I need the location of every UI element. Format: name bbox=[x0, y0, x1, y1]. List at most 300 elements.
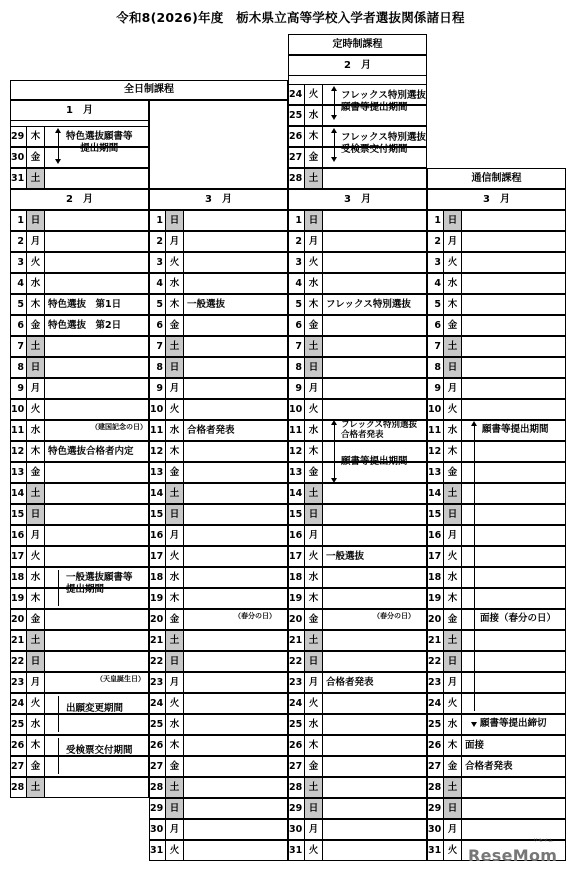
day-number: 29 bbox=[11, 127, 27, 146]
mar-tsu-row bbox=[427, 252, 566, 273]
event-line bbox=[474, 424, 475, 711]
weekday: 水 bbox=[444, 568, 462, 587]
day-note: フレックス特別選抜 bbox=[326, 299, 411, 310]
weekday: 金 bbox=[27, 610, 45, 629]
holiday-note: （天皇誕生日） bbox=[96, 675, 145, 683]
mar-tei-row bbox=[288, 546, 427, 567]
mar-tsu-row bbox=[427, 567, 566, 588]
day-number: 20 bbox=[150, 610, 166, 629]
weekday: 日 bbox=[444, 211, 462, 230]
weekday: 火 bbox=[305, 85, 323, 104]
weekday: 日 bbox=[305, 799, 323, 818]
day-number: 30 bbox=[11, 148, 27, 167]
day-number: 23 bbox=[150, 673, 166, 692]
weekday: 月 bbox=[305, 673, 323, 692]
mar-tsu-row bbox=[427, 357, 566, 378]
weekday: 日 bbox=[305, 211, 323, 230]
weekday: 木 bbox=[166, 295, 184, 314]
day-number: 10 bbox=[11, 400, 27, 419]
day-number: 28 bbox=[428, 778, 444, 797]
feb-row bbox=[10, 714, 149, 735]
tei-spacer bbox=[288, 76, 427, 84]
mar-tei-row bbox=[288, 567, 427, 588]
weekday: 木 bbox=[444, 442, 462, 461]
weekday: 水 bbox=[305, 106, 323, 125]
day-number: 31 bbox=[289, 841, 305, 860]
weekday: 日 bbox=[305, 358, 323, 377]
weekday: 木 bbox=[27, 127, 45, 146]
feb-row bbox=[10, 399, 149, 420]
weekday: 日 bbox=[166, 799, 184, 818]
page-title: 令和8(2026)年度 栃木県立高等学校入学者選抜関係諸日程 bbox=[116, 10, 465, 25]
arrow-down bbox=[55, 159, 61, 164]
feb-row bbox=[10, 378, 149, 399]
weekday: 金 bbox=[27, 463, 45, 482]
mar-zen-row bbox=[149, 294, 288, 315]
mar-zen-row bbox=[149, 357, 288, 378]
day-number: 9 bbox=[11, 379, 27, 398]
event-line bbox=[334, 131, 335, 159]
day-number: 10 bbox=[428, 400, 444, 419]
day-number: 26 bbox=[150, 736, 166, 755]
arrow-up bbox=[55, 128, 61, 133]
day-number: 1 bbox=[289, 211, 305, 230]
jan-row bbox=[10, 168, 149, 189]
day-number: 3 bbox=[428, 253, 444, 272]
weekday: 金 bbox=[305, 757, 323, 776]
mar-zen-row bbox=[149, 210, 288, 231]
day-number: 30 bbox=[150, 820, 166, 839]
mar-tei-row bbox=[288, 231, 427, 252]
day-number: 24 bbox=[289, 694, 305, 713]
day-number: 31 bbox=[428, 841, 444, 860]
feb-row bbox=[10, 252, 149, 273]
day-number: 8 bbox=[289, 358, 305, 377]
day-number: 13 bbox=[11, 463, 27, 482]
header-zen-jan: 1 月 bbox=[10, 100, 149, 121]
arrow-up bbox=[331, 128, 337, 133]
day-number: 22 bbox=[11, 652, 27, 671]
weekday: 金 bbox=[444, 757, 462, 776]
day-number: 18 bbox=[289, 568, 305, 587]
mar-zen-row bbox=[149, 462, 288, 483]
weekday: 水 bbox=[305, 715, 323, 734]
weekday: 木 bbox=[305, 589, 323, 608]
mar-tei-row bbox=[288, 735, 427, 756]
day-number: 24 bbox=[150, 694, 166, 713]
weekday: 日 bbox=[27, 211, 45, 230]
jan-spacer bbox=[10, 121, 149, 126]
day-number: 20 bbox=[289, 610, 305, 629]
weekday: 木 bbox=[27, 295, 45, 314]
day-number: 19 bbox=[428, 589, 444, 608]
day-number: 29 bbox=[428, 799, 444, 818]
weekday: 水 bbox=[166, 274, 184, 293]
mar-tei-row bbox=[288, 483, 427, 504]
weekday: 水 bbox=[27, 274, 45, 293]
weekday: 日 bbox=[166, 652, 184, 671]
weekday: 火 bbox=[166, 694, 184, 713]
day-number: 23 bbox=[428, 673, 444, 692]
feb-event-apply: 一般選抜願書等 提出期間 bbox=[66, 572, 133, 595]
mar-tei-row bbox=[288, 651, 427, 672]
mar-zen-row bbox=[149, 777, 288, 798]
day-number: 14 bbox=[150, 484, 166, 503]
day-number: 21 bbox=[150, 631, 166, 650]
weekday: 月 bbox=[305, 232, 323, 251]
weekday: 火 bbox=[27, 694, 45, 713]
day-number: 26 bbox=[289, 127, 305, 146]
day-number: 6 bbox=[289, 316, 305, 335]
weekday: 月 bbox=[166, 526, 184, 545]
mar-zen-row bbox=[149, 420, 288, 441]
weekday: 火 bbox=[305, 694, 323, 713]
mar-zen-row bbox=[149, 336, 288, 357]
weekday: 金 bbox=[166, 757, 184, 776]
header-mar-tsu: 3 月 bbox=[427, 189, 566, 210]
feb-row bbox=[10, 273, 149, 294]
weekday: 金 bbox=[166, 610, 184, 629]
day-note: 一般選抜 bbox=[326, 551, 365, 562]
weekday: 土 bbox=[305, 778, 323, 797]
weekday: 水 bbox=[166, 568, 184, 587]
weekday: 木 bbox=[27, 736, 45, 755]
tei-mar-event2: 願書等提出期間 bbox=[341, 456, 408, 467]
day-note: 特色選抜 第1日 bbox=[48, 299, 122, 310]
weekday: 火 bbox=[305, 547, 323, 566]
dash-mark bbox=[474, 424, 475, 425]
event-line bbox=[334, 89, 335, 117]
event-line bbox=[58, 738, 59, 774]
mar-zen-row bbox=[149, 273, 288, 294]
day-number: 21 bbox=[428, 631, 444, 650]
day-number: 3 bbox=[150, 253, 166, 272]
weekday: 金 bbox=[27, 148, 45, 167]
mar-tsu-row bbox=[427, 693, 566, 714]
weekday: 土 bbox=[305, 169, 323, 188]
arrow-up bbox=[331, 86, 337, 91]
day-number: 12 bbox=[11, 442, 27, 461]
day-number: 4 bbox=[289, 274, 305, 293]
weekday: 木 bbox=[166, 589, 184, 608]
feb-row bbox=[10, 546, 149, 567]
mar-tei-row bbox=[288, 798, 427, 819]
mar-tsu-row bbox=[427, 777, 566, 798]
day-note: 合格者発表 bbox=[465, 761, 513, 772]
weekday: 土 bbox=[27, 631, 45, 650]
day-number: 6 bbox=[150, 316, 166, 335]
day-number: 28 bbox=[289, 169, 305, 188]
day-number: 10 bbox=[289, 400, 305, 419]
mar-tei-row bbox=[288, 399, 427, 420]
day-number: 12 bbox=[289, 442, 305, 461]
mar-tsu-row bbox=[427, 378, 566, 399]
day-number: 3 bbox=[289, 253, 305, 272]
mar-tei-row bbox=[288, 357, 427, 378]
day-number: 16 bbox=[11, 526, 27, 545]
feb-row bbox=[10, 504, 149, 525]
mar-tei-row bbox=[288, 777, 427, 798]
day-number: 28 bbox=[150, 778, 166, 797]
day-number: 7 bbox=[150, 337, 166, 356]
day-number: 13 bbox=[150, 463, 166, 482]
tei-event2: フレックス特別選抜 受検票交付期間 bbox=[341, 132, 426, 155]
mar-tei-row bbox=[288, 672, 427, 693]
mar-tei-row bbox=[288, 315, 427, 336]
event-line bbox=[58, 131, 59, 161]
day-number: 4 bbox=[428, 274, 444, 293]
day-note: 合格者発表 bbox=[187, 425, 235, 436]
weekday: 木 bbox=[305, 736, 323, 755]
day-number: 11 bbox=[150, 421, 166, 440]
day-number: 1 bbox=[150, 211, 166, 230]
weekday: 水 bbox=[305, 568, 323, 587]
event-line bbox=[334, 423, 335, 478]
weekday: 日 bbox=[166, 211, 184, 230]
mar-zen-row bbox=[149, 693, 288, 714]
tei-feb-row bbox=[288, 168, 427, 189]
day-number: 30 bbox=[428, 820, 444, 839]
day-number: 24 bbox=[289, 85, 305, 104]
day-number: 15 bbox=[11, 505, 27, 524]
feb-row bbox=[10, 357, 149, 378]
weekday: 木 bbox=[305, 127, 323, 146]
mar-tei-row bbox=[288, 525, 427, 546]
feb-row bbox=[10, 483, 149, 504]
weekday: 月 bbox=[305, 379, 323, 398]
day-number: 7 bbox=[11, 337, 27, 356]
day-number: 13 bbox=[289, 463, 305, 482]
day-number: 28 bbox=[289, 778, 305, 797]
weekday: 火 bbox=[166, 400, 184, 419]
mar-tei-row bbox=[288, 840, 427, 861]
weekday: 水 bbox=[27, 568, 45, 587]
watermark-ruby: リセマム bbox=[533, 838, 553, 844]
day-number: 17 bbox=[428, 547, 444, 566]
weekday: 土 bbox=[444, 337, 462, 356]
day-number: 28 bbox=[11, 778, 27, 797]
day-number: 9 bbox=[428, 379, 444, 398]
day-number: 21 bbox=[289, 631, 305, 650]
day-number: 2 bbox=[428, 232, 444, 251]
mar-zen-row bbox=[149, 483, 288, 504]
day-number: 25 bbox=[289, 106, 305, 125]
weekday: 土 bbox=[27, 337, 45, 356]
weekday: 土 bbox=[27, 484, 45, 503]
mar-zen-row bbox=[149, 231, 288, 252]
arrow-down bbox=[331, 157, 337, 162]
blank-cell bbox=[149, 100, 288, 189]
feb-row bbox=[10, 315, 149, 336]
day-number: 14 bbox=[289, 484, 305, 503]
weekday: 金 bbox=[444, 610, 462, 629]
weekday: 木 bbox=[305, 442, 323, 461]
day-number: 11 bbox=[428, 421, 444, 440]
day-number: 23 bbox=[11, 673, 27, 692]
mar-tsu-row bbox=[427, 504, 566, 525]
mar-tei-row bbox=[288, 819, 427, 840]
day-number: 2 bbox=[11, 232, 27, 251]
weekday: 月 bbox=[305, 526, 323, 545]
mar-tsu-row bbox=[427, 462, 566, 483]
weekday: 土 bbox=[305, 631, 323, 650]
weekday: 木 bbox=[166, 442, 184, 461]
weekday: 月 bbox=[27, 673, 45, 692]
header-teiji: 定時制課程 bbox=[288, 34, 427, 55]
weekday: 水 bbox=[444, 274, 462, 293]
weekday: 木 bbox=[27, 442, 45, 461]
weekday: 月 bbox=[166, 820, 184, 839]
day-number: 21 bbox=[11, 631, 27, 650]
weekday: 月 bbox=[166, 379, 184, 398]
mar-tei-row bbox=[288, 630, 427, 651]
weekday: 水 bbox=[444, 715, 462, 734]
feb-row bbox=[10, 294, 149, 315]
mar-zen-row bbox=[149, 714, 288, 735]
weekday: 火 bbox=[305, 841, 323, 860]
mar-tsu-row bbox=[427, 525, 566, 546]
day-number: 20 bbox=[428, 610, 444, 629]
feb-row bbox=[10, 651, 149, 672]
mar-tei-row bbox=[288, 504, 427, 525]
day-number: 18 bbox=[150, 568, 166, 587]
day-number: 15 bbox=[428, 505, 444, 524]
day-number: 26 bbox=[428, 736, 444, 755]
day-number: 4 bbox=[11, 274, 27, 293]
weekday: 火 bbox=[166, 253, 184, 272]
mar-tei-row bbox=[288, 336, 427, 357]
feb-row bbox=[10, 441, 149, 462]
day-number: 30 bbox=[289, 820, 305, 839]
weekday: 月 bbox=[444, 526, 462, 545]
day-note: 合格者発表 bbox=[326, 677, 374, 688]
mar-tsu-row bbox=[427, 756, 566, 777]
mar-zen-row bbox=[149, 651, 288, 672]
feb-row bbox=[10, 231, 149, 252]
day-number: 17 bbox=[289, 547, 305, 566]
weekday: 水 bbox=[27, 421, 45, 440]
weekday: 火 bbox=[305, 400, 323, 419]
day-number: 31 bbox=[11, 169, 27, 188]
day-number: 25 bbox=[11, 715, 27, 734]
weekday: 水 bbox=[305, 274, 323, 293]
weekday: 日 bbox=[166, 358, 184, 377]
header-mar-tei: 3 月 bbox=[288, 189, 427, 210]
day-number: 11 bbox=[289, 421, 305, 440]
weekday: 木 bbox=[27, 589, 45, 608]
weekday: 金 bbox=[166, 463, 184, 482]
weekday: 月 bbox=[444, 820, 462, 839]
weekday: 水 bbox=[305, 421, 323, 440]
mar-tei-row bbox=[288, 273, 427, 294]
feb-row bbox=[10, 336, 149, 357]
weekday: 月 bbox=[166, 232, 184, 251]
day-number: 15 bbox=[289, 505, 305, 524]
mar-tsu-row bbox=[427, 210, 566, 231]
weekday: 火 bbox=[27, 400, 45, 419]
weekday: 土 bbox=[305, 484, 323, 503]
day-number: 16 bbox=[150, 526, 166, 545]
weekday: 火 bbox=[444, 547, 462, 566]
mar-zen-row bbox=[149, 378, 288, 399]
day-number: 2 bbox=[289, 232, 305, 251]
mar-zen-row bbox=[149, 252, 288, 273]
day-number: 1 bbox=[428, 211, 444, 230]
day-number: 27 bbox=[150, 757, 166, 776]
weekday: 木 bbox=[444, 295, 462, 314]
mar-tsu-row bbox=[427, 273, 566, 294]
feb-row bbox=[10, 756, 149, 777]
weekday: 土 bbox=[166, 484, 184, 503]
weekday: 月 bbox=[444, 673, 462, 692]
weekday: 金 bbox=[305, 463, 323, 482]
mar-zen-row bbox=[149, 315, 288, 336]
weekday: 日 bbox=[27, 358, 45, 377]
weekday: 水 bbox=[166, 421, 184, 440]
day-number: 16 bbox=[289, 526, 305, 545]
day-number: 19 bbox=[150, 589, 166, 608]
day-number: 16 bbox=[428, 526, 444, 545]
mar-tei-row bbox=[288, 693, 427, 714]
weekday: 火 bbox=[444, 400, 462, 419]
feb-row bbox=[10, 210, 149, 231]
mar-tei-row bbox=[288, 210, 427, 231]
day-number: 11 bbox=[11, 421, 27, 440]
weekday: 木 bbox=[166, 736, 184, 755]
weekday: 日 bbox=[27, 652, 45, 671]
day-note: 面接 bbox=[465, 740, 485, 751]
weekday: 木 bbox=[305, 295, 323, 314]
day-number: 14 bbox=[428, 484, 444, 503]
day-number: 8 bbox=[150, 358, 166, 377]
weekday: 木 bbox=[444, 589, 462, 608]
day-number: 15 bbox=[150, 505, 166, 524]
day-number: 20 bbox=[11, 610, 27, 629]
weekday: 月 bbox=[27, 379, 45, 398]
day-number: 1 bbox=[11, 211, 27, 230]
tsu-event-mid: 面接（春分の日） bbox=[480, 613, 557, 624]
mar-zen-row bbox=[149, 840, 288, 861]
mar-tsu-row bbox=[427, 315, 566, 336]
day-note: 一般選抜 bbox=[187, 299, 226, 310]
tei-mar-event1: フレックス特別選抜 合格者発表 bbox=[341, 420, 417, 440]
weekday: 月 bbox=[27, 232, 45, 251]
weekday: 月 bbox=[444, 379, 462, 398]
day-number: 9 bbox=[150, 379, 166, 398]
mar-tsu-row bbox=[427, 651, 566, 672]
feb-row bbox=[10, 777, 149, 798]
holiday-note: （建国記念の日） bbox=[91, 423, 147, 431]
event-line bbox=[58, 570, 59, 606]
day-number: 6 bbox=[11, 316, 27, 335]
mar-zen-row bbox=[149, 735, 288, 756]
jan-event: 特色選抜願書等 提出期間 bbox=[66, 131, 133, 154]
weekday: 日 bbox=[444, 505, 462, 524]
weekday: 木 bbox=[444, 736, 462, 755]
weekday: 日 bbox=[166, 505, 184, 524]
weekday: 土 bbox=[444, 484, 462, 503]
feb-event-ticket: 受検票交付期間 bbox=[66, 745, 133, 756]
weekday: 火 bbox=[27, 547, 45, 566]
day-number: 31 bbox=[150, 841, 166, 860]
arrow-down bbox=[331, 478, 337, 483]
weekday: 日 bbox=[305, 505, 323, 524]
day-number: 6 bbox=[428, 316, 444, 335]
weekday: 火 bbox=[305, 253, 323, 272]
day-number: 25 bbox=[428, 715, 444, 734]
day-note: 特色選抜合格者内定 bbox=[48, 446, 134, 457]
weekday: 土 bbox=[166, 337, 184, 356]
